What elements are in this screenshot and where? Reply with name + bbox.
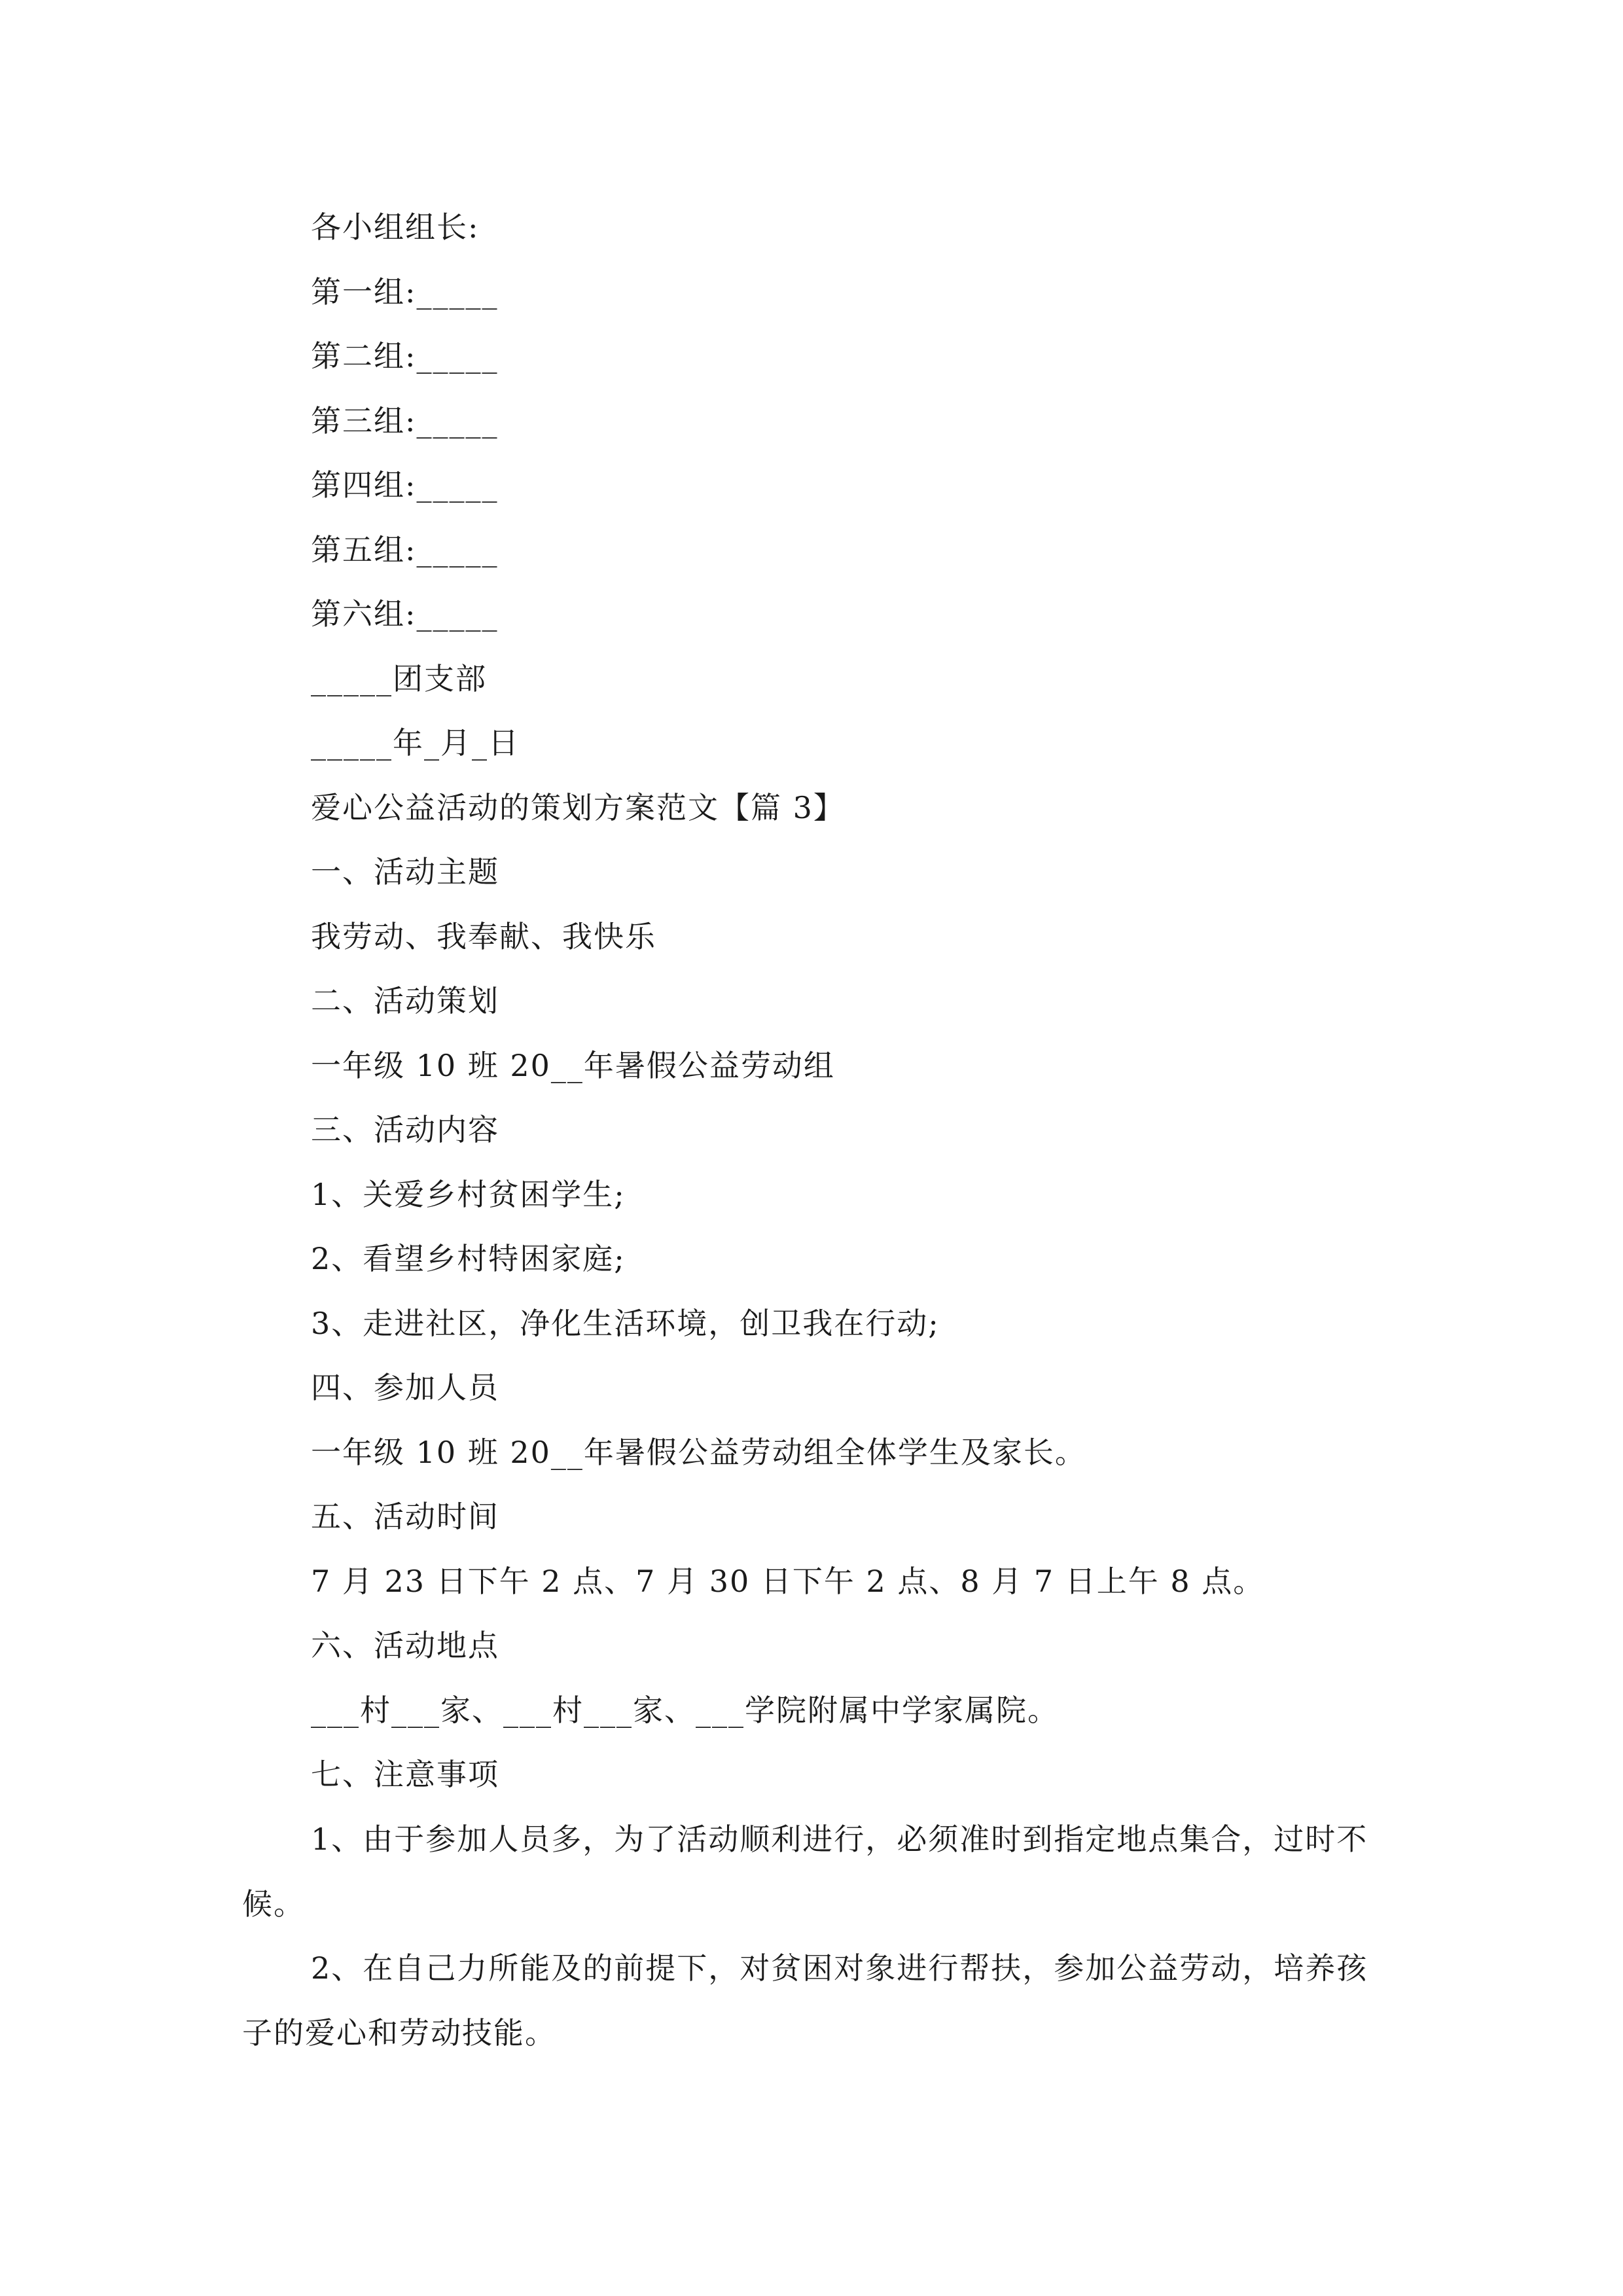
activity-theme-text: 我劳动、我奉献、我快乐 (311, 919, 656, 954)
content-item-1: 1、关爱乡村贫困学生; (311, 1177, 626, 1212)
activity-location-text: ___村___家、___村___家、___学院附属中学家属院。 (311, 1693, 1059, 1728)
group-5-line: 第五组:_____ (311, 532, 499, 567)
participants-text: 一年级 10 班 20__年暑假公益劳动组全体学生及家长。 (311, 1435, 1086, 1470)
group-4-line: 第四组:_____ (311, 467, 499, 503)
heading-activity-content: 三、活动内容 (311, 1112, 499, 1147)
content-item-3: 3、走进社区，净化生活环境，创卫我在行动; (311, 1306, 940, 1341)
group-6-line: 第六组:_____ (311, 596, 499, 632)
activity-time-text: 7 月 23 日下午 2 点、7 月 30 日下午 2 点、8 月 7 日上午 8 点。 (311, 1564, 1265, 1599)
heading-activity-time: 五、活动时间 (311, 1499, 499, 1534)
heading-participants: 四、参加人员 (311, 1370, 499, 1405)
group-leaders-heading: 各小组组长: (311, 209, 480, 245)
date-line: _____年_月_日 (311, 725, 520, 761)
heading-activity-theme: 一、活动主题 (311, 854, 499, 889)
heading-notes: 七、注意事项 (311, 1757, 499, 1792)
section-title: 爱心公益活动的策划方案范文【篇 3】 (311, 790, 845, 825)
content-item-2: 2、看望乡村特困家庭; (311, 1241, 626, 1276)
note-paragraph-2: 2、在自己力所能及的前提下，对贫困对象进行帮扶，参加公益劳动，培养孩子的爱心和劳动技能。 (242, 1950, 1368, 2051)
group-3-line: 第三组:_____ (311, 403, 499, 439)
note-paragraph-1: 1、由于参加人员多，为了活动顺利进行，必须准时到指定地点集合，过时不候。 (242, 1821, 1368, 1922)
group-1-line: 第一组:_____ (311, 274, 499, 310)
heading-activity-location: 六、活动地点 (311, 1628, 499, 1663)
heading-activity-planning: 二、活动策划 (311, 983, 499, 1018)
group-2-line: 第二组:_____ (311, 338, 499, 374)
league-branch-signature: _____团支部 (311, 661, 487, 696)
activity-planning-text: 一年级 10 班 20__年暑假公益劳动组 (311, 1048, 835, 1083)
